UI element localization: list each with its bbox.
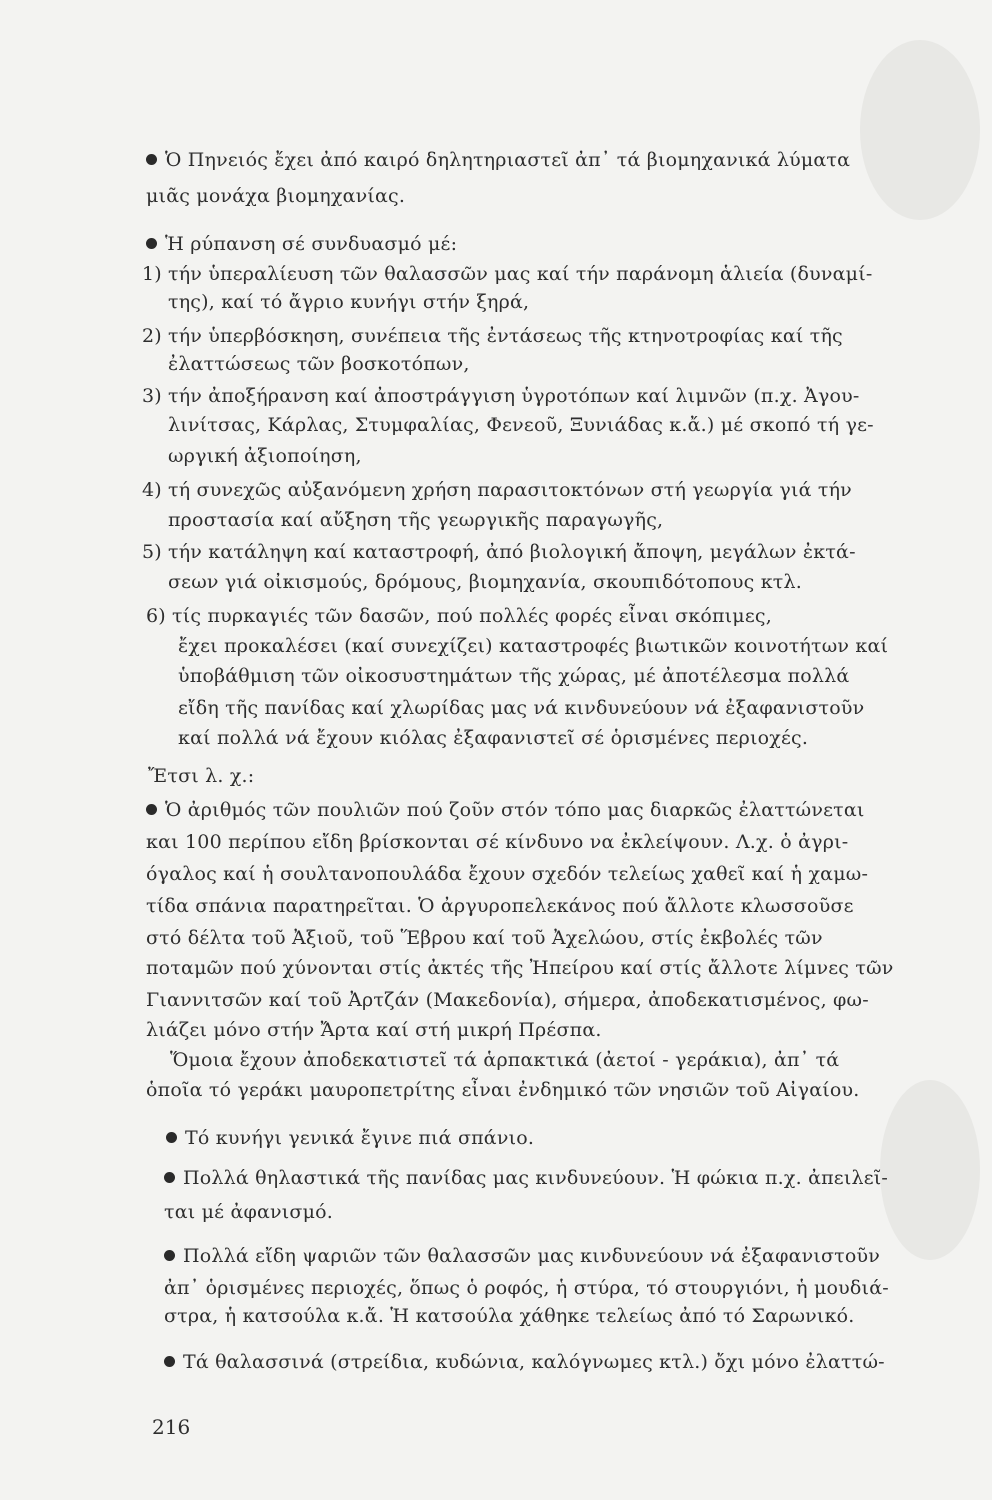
text-line: στό δέλτα τοῦ Ἀξιοῦ, τοῦ Ἕβρου καί τοῦ Ἀχελώου, στίς ἐκβολές τῶν (146, 927, 823, 949)
list-item: 6) τίς πυρκαγιές τῶν δασῶν, πού πολλές φορές εἶναι σκόπιμες, (146, 605, 772, 627)
text-line: ἀπ᾽ ὁρισμένες περιοχές, ὅπως ὁ ροφός, ἡ στύρα, τό στουργιόνι, ἡ μουδιά- (164, 1277, 889, 1299)
text-line: ποταμῶν πού χύνονται στίς ἀκτές τῆς Ἠπείρου καί στίς ἄλλοτε λίμνες τῶν (146, 957, 894, 979)
text-line: Ἡ ρύπανση σέ συνδυασμό μέ: (146, 232, 457, 256)
text-line: ὑποβάθμιση τῶν οἰκοσυστημάτων τῆς χώρας, μέ ἀποτέλεσμα πολλά (178, 665, 850, 687)
text-line: εἴδη τῆς πανίδας καί χλωρίδας μας νά κινδυνεύουν νά ἐξαφανιστοῦν (178, 697, 865, 719)
list-item: 2) τήν ὑπερβόσκηση, συνέπεια τῆς ἐντάσεως τῆς κτηνοτροφίας καί τῆς (142, 325, 843, 347)
text-line: λιάζει μόνο στήν Ἄρτα καί στή μικρή Πρέσπα. (146, 1019, 602, 1041)
text-line: Ὁ Πηνειός ἔχει ἀπό καιρό δηλητηριαστεῖ ἀπ᾽ τά βιομηχανικά λύματα (146, 148, 850, 172)
list-item: 5) τήν κατάληψη καί καταστροφή, ἀπό βιολογική ἄποψη, μεγάλων ἐκτά- (142, 541, 856, 563)
text-line: ὁποῖα τό γεράκι μαυροπετρίτης εἶναι ἐνδημικό τῶν νησιῶν τοῦ Αἰγαίου. (146, 1079, 860, 1101)
text-line: Ὅμοια ἔχουν ἀποδεκατιστεῖ τά ἁρπακτικά (ἀετοί - γεράκια), ἀπ᾽ τά (170, 1049, 840, 1071)
page-smudge (880, 1080, 980, 1260)
page-smudge (860, 40, 980, 220)
text-line: ἐλαττώσεως τῶν βοσκοτόπων, (168, 353, 470, 375)
bullet-icon (164, 1172, 175, 1183)
text-line: Ὁ ἀριθμός τῶν πουλιῶν πού ζοῦν στόν τόπο μας διαρκῶς ἐλαττώνεται (146, 798, 865, 822)
list-item: 1) τήν ὑπεραλίευση τῶν θαλασσῶν μας καί τήν παράνομη ἁλιεία (δυναμί- (142, 263, 873, 285)
text-line: καί πολλά νά ἔχουν κιόλας ἐξαφανιστεῖ σέ ὁρισμένες περιοχές. (178, 727, 809, 749)
list-item: 4) τή συνεχῶς αὐξανόμενη χρήση παρασιτοκτόνων στή γεωργία γιά τήν (142, 479, 852, 501)
text-line: στρα, ἡ κατσούλα κ.ἄ. Ἡ κατσούλα χάθηκε τελείως ἀπό τό Σαρωνικό. (164, 1305, 855, 1327)
text-line: ται μέ ἀφανισμό. (164, 1201, 334, 1223)
text-line: όγαλος καί ἡ σουλτανοπουλάδα ἔχουν σχεδόν τελείως χαθεῖ καί ἡ χαμω- (146, 863, 869, 885)
text-line: σεων γιά οἰκισμούς, δρόμους, βιομηχανία, σκουπιδότοπους κτλ. (168, 571, 802, 593)
bullet-icon (164, 1356, 175, 1367)
text-line: τίδα σπάνια παρατηρεῖται. Ὁ ἀργυροπελεκάνος πού ἄλλοτε κλωσσοῦσε (146, 895, 854, 917)
bullet-icon (146, 804, 157, 815)
text-line: ἔχει προκαλέσει (καί συνεχίζει) καταστροφές βιωτικῶν κοινοτήτων καί (178, 635, 889, 657)
text-line: Πολλά θηλαστικά τῆς πανίδας μας κινδυνεύουν. Ἡ φώκια π.χ. ἀπειλεῖ- (164, 1166, 888, 1190)
text-line: ωργική ἀξιοποίηση, (168, 445, 362, 467)
bullet-icon (146, 238, 157, 249)
text-line: Ἔτσι λ. χ.: (148, 765, 255, 787)
text-line: λινίτσας, Κάρλας, Στυμφαλίας, Φενεοῦ, Ξυνιάδας κ.ἄ.) μέ σκοπό τή γε- (168, 414, 874, 436)
bullet-icon (146, 154, 157, 165)
text-line: Γιαννιτσῶν καί τοῦ Ἀρτζάν (Μακεδονία), σήμερα, ἀποδεκατισμένος, φω- (146, 989, 869, 1011)
text-line: Τό κυνήγι γενικά ἔγινε πιά σπάνιο. (166, 1126, 534, 1150)
text-line: και 100 περίπου εἴδη βρίσκονται σέ κίνδυνο να ἐκλείψουν. Λ.χ. ὁ ἀγρι- (146, 831, 849, 853)
page-number: 216 (152, 1415, 191, 1439)
bullet-icon (166, 1132, 177, 1143)
text-line: προστασία καί αὔξηση τῆς γεωργικῆς παραγωγῆς, (168, 509, 664, 531)
text-line: της), καί τό ἄγριο κυνήγι στήν ξηρά, (168, 291, 530, 313)
text-line: μιᾶς μονάχα βιομηχανίας. (146, 185, 406, 207)
list-item: 3) τήν ἀποξήρανση καί ἀποστράγγιση ὑγροτόπων καί λιμνῶν (π.χ. Ἀγου- (142, 385, 860, 407)
bullet-icon (164, 1250, 175, 1261)
text-line: Πολλά εἴδη ψαριῶν τῶν θαλασσῶν μας κινδυνεύουν νά ἐξαφανιστοῦν (164, 1244, 880, 1268)
text-line: Τά θαλασσινά (στρείδια, κυδώνια, καλόγνωμες κτλ.) ὄχι μόνο ἐλαττώ- (164, 1350, 885, 1374)
